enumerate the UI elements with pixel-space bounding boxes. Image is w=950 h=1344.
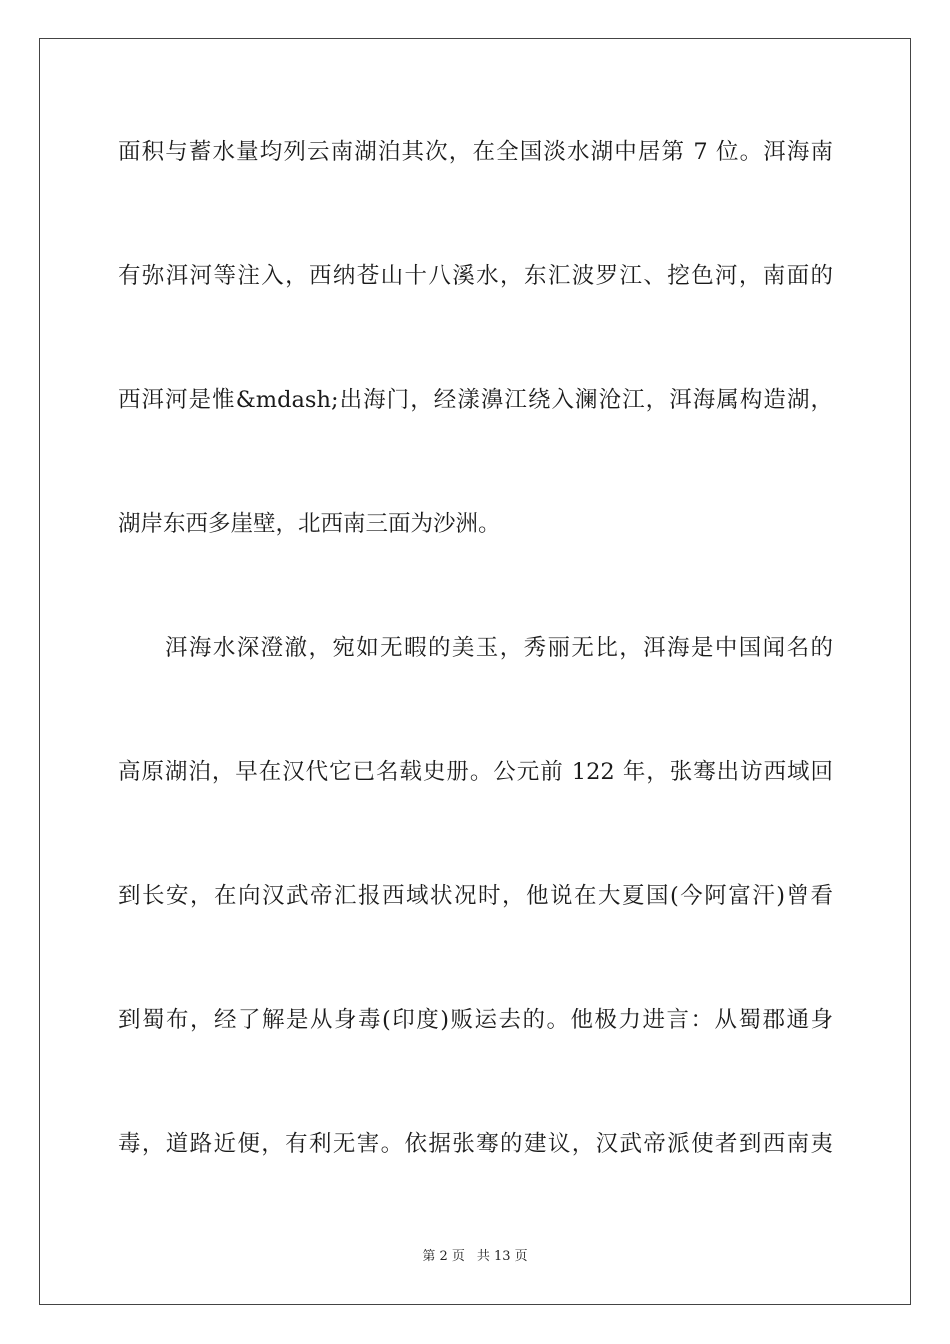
paragraph-line: 到蜀布，经了解是从身毒(印度)贩运去的。他极力进言：从蜀郡通身: [118, 1007, 833, 1033]
page-footer: [0, 1248, 950, 1266]
paragraph-line: 西洱河是惟&mdash;出海门，经漾濞江绕入澜沧江，洱海属构造湖，: [118, 387, 833, 413]
paragraph-line: 高原湖泊，早在汉代它已名载史册。公元前 122 年，张骞出访西域回: [118, 759, 833, 785]
paragraph-line: 湖岸东西多崖壁，北西南三面为沙洲。: [118, 511, 501, 537]
page-total: 共 13 页: [476, 1249, 528, 1264]
paragraph-line: 洱海水深澄澈，宛如无暇的美玉，秀丽无比，洱海是中国闻名的: [165, 635, 833, 661]
paragraph-line: 有弥洱河等注入，西纳苍山十八溪水，东汇波罗江、挖色河，南面的: [118, 263, 833, 289]
paragraph-line: 毒，道路近便，有利无害。依据张骞的建议，汉武帝派使者到西南夷: [118, 1131, 833, 1157]
page-number: 第 2 页: [422, 1249, 465, 1264]
paragraph-line: 面积与蓄水量均列云南湖泊其次，在全国淡水湖中居第 7 位。洱海南: [118, 139, 833, 165]
page-border: [39, 38, 911, 1305]
paragraph-line: 到长安，在向汉武帝汇报西域状况时，他说在大夏国(今阿富汗)曾看: [118, 883, 833, 909]
